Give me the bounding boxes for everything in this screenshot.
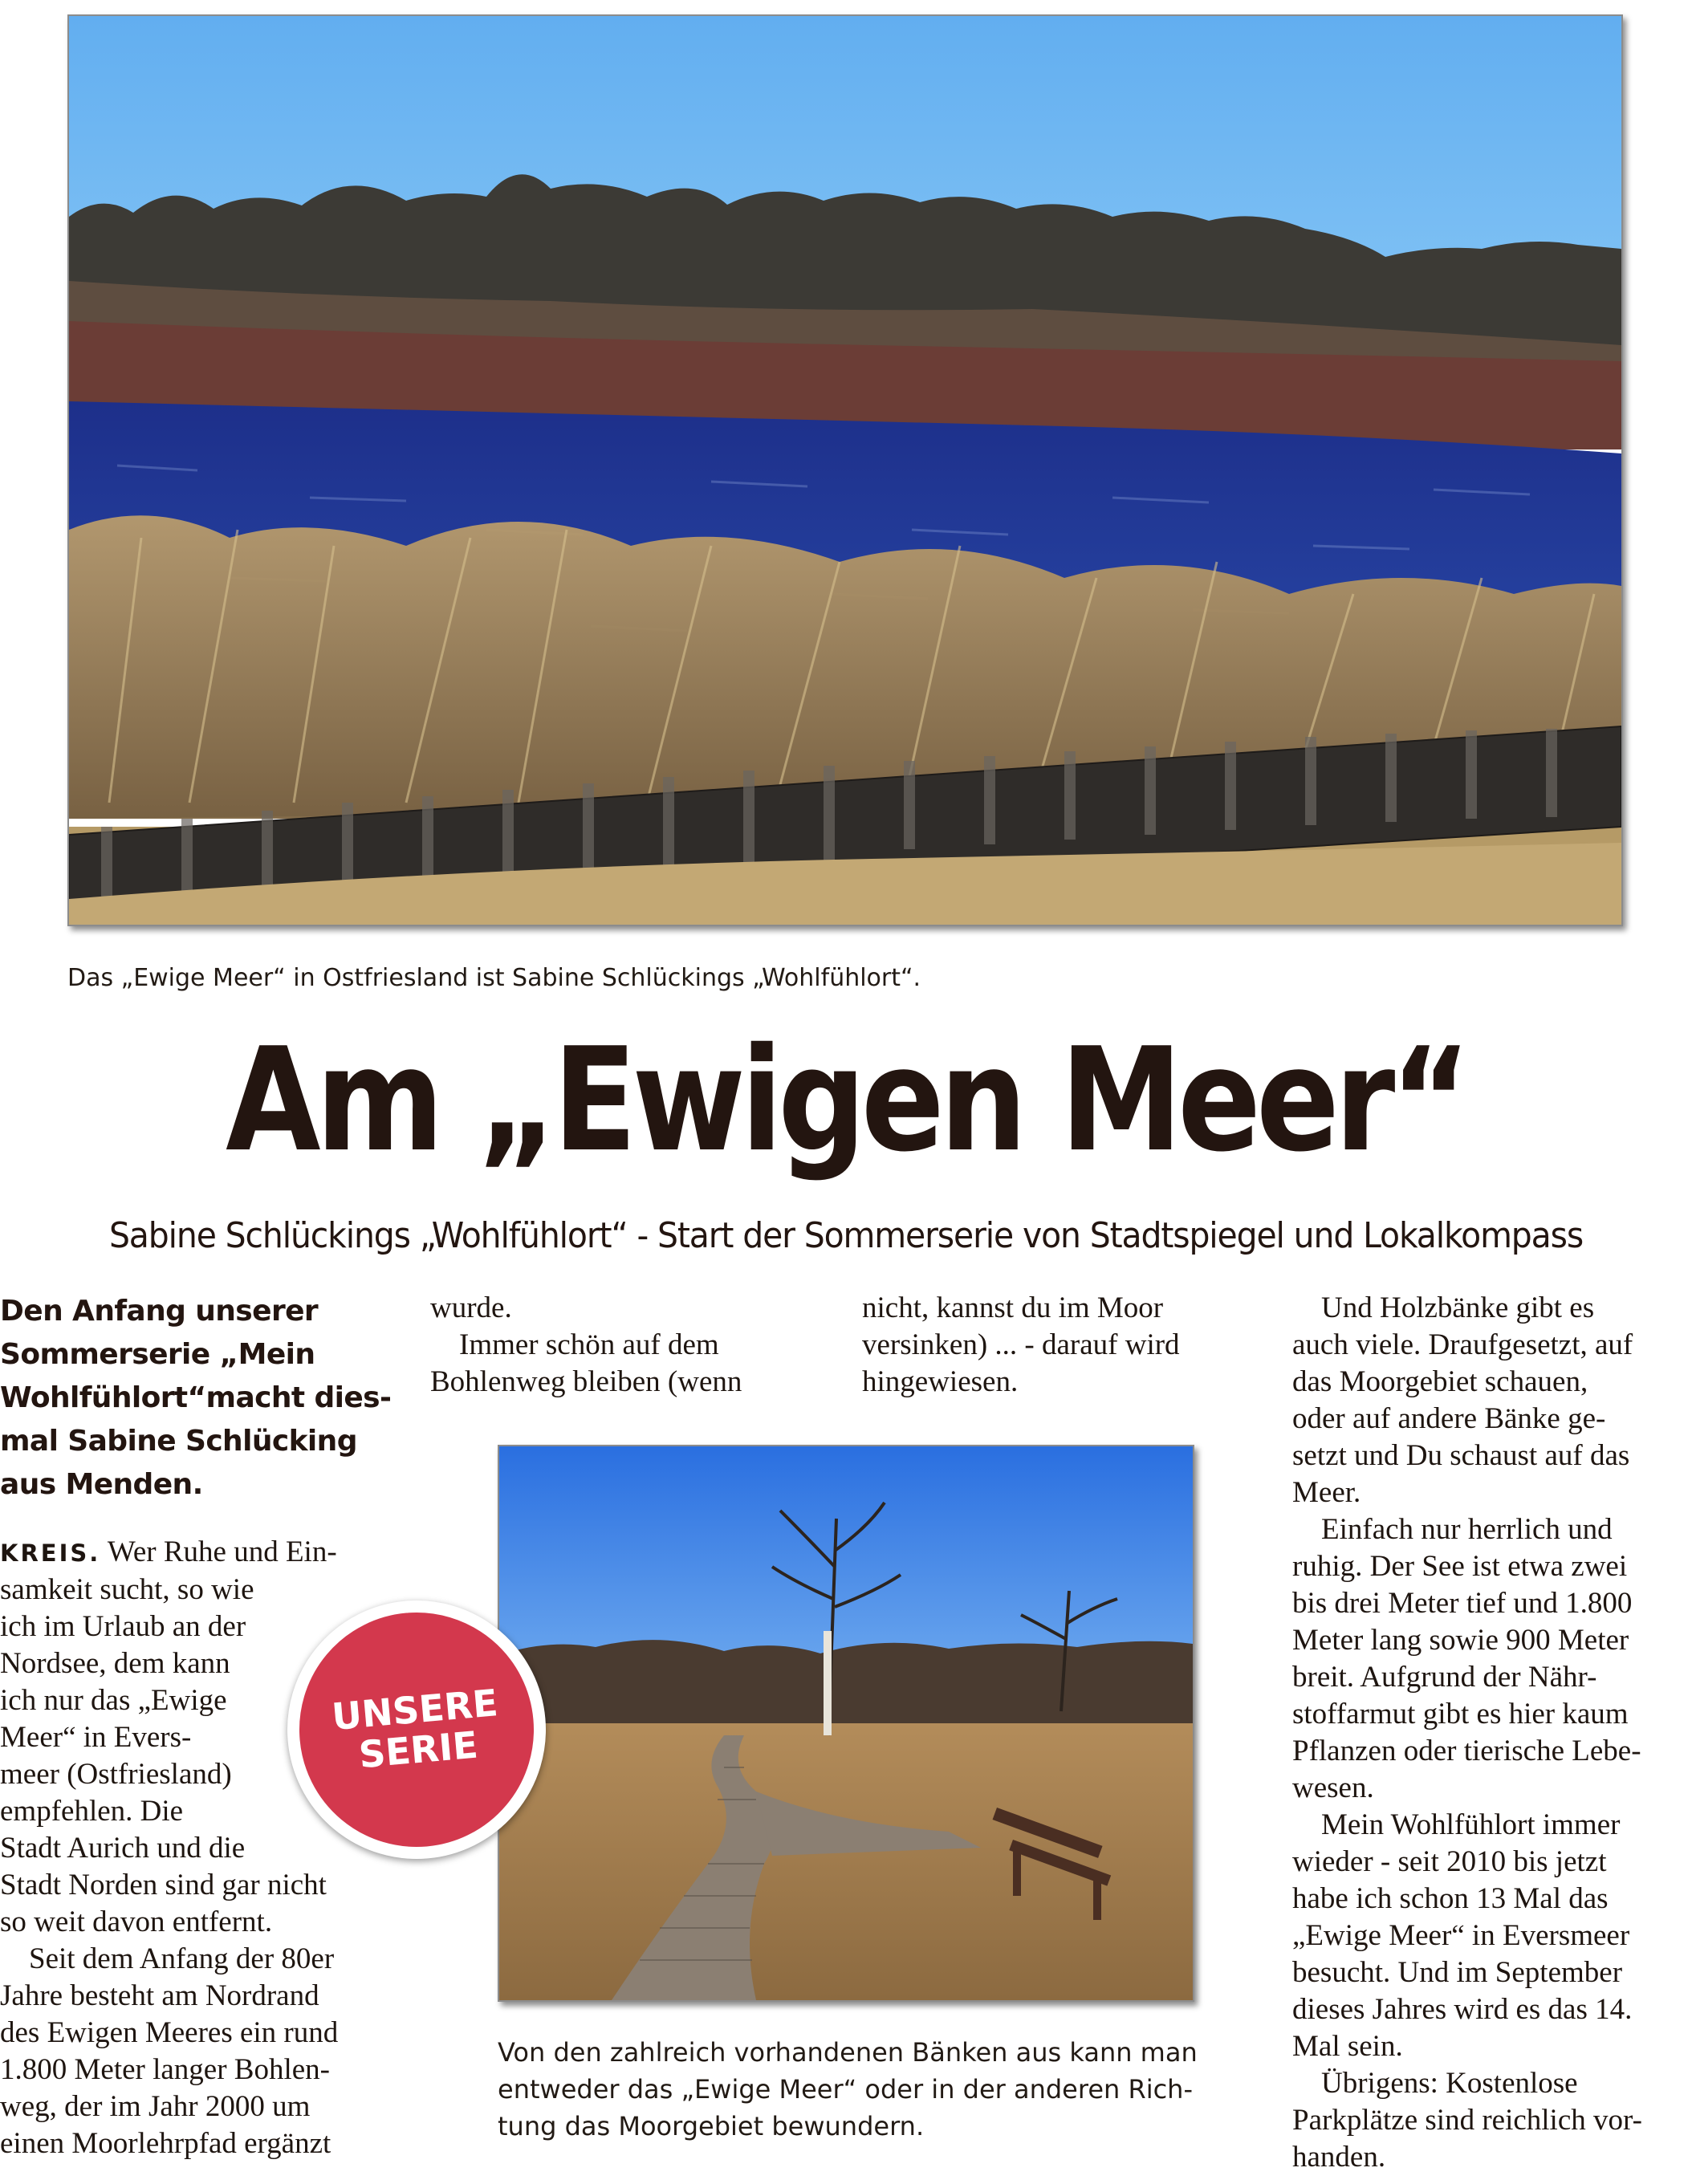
text-line: bis drei Meter tief und 1.800 (1292, 1587, 1633, 1620)
column-2 (430, 1290, 832, 1401)
text-line: das Moorgebiet schauen, (1292, 1365, 1588, 1398)
text-line: Nordsee, dem kann (0, 1647, 230, 1680)
text-line: auch viele. Draufgesetzt, auf (1292, 1328, 1633, 1361)
text-line: ich nur das „Ewige (0, 1684, 227, 1717)
text-line: dieses Jahres wird es das 14. (1292, 1993, 1633, 2026)
text-line: 1.800 Meter langer Bohlen- (0, 2053, 330, 2086)
boardwalk-photo (498, 1445, 1194, 2002)
text-line: oder auf andere Bänke ge- (1292, 1402, 1606, 1435)
top-photo-caption: Das „Ewige Meer“ in Ostfriesland ist Sabine Schlückings „Wohlfühlort“. (67, 964, 921, 992)
text-line: so weit davon entfernt. (0, 1905, 273, 1938)
text-line: wieder - seit 2010 bis jetzt (1292, 1845, 1607, 1878)
text-line: handen. (1292, 2141, 1386, 2174)
text-line: weg, der im Jahr 2000 um (0, 2090, 311, 2123)
body-text (0, 1534, 393, 2162)
lead-line: Wohlfühlort“macht dies- (0, 1381, 392, 1414)
caption-line: entweder das „Ewige Meer“ oder in der anderen Rich- (498, 2074, 1193, 2105)
text-line: Übrigens: Kostenlose (1321, 2067, 1578, 2100)
text-line: Meer“ in Evers- (0, 1721, 192, 1754)
text-line: Stadt Aurich und die (0, 1832, 246, 1865)
lead-line: Den Anfang unserer (0, 1295, 319, 1328)
text-line: Stadt Norden sind gar nicht (0, 1869, 327, 1901)
text-line: einen Moorlehrpfad ergänzt (0, 2127, 331, 2160)
text-line: ruhig. Der See ist etwa zwei (1292, 1550, 1628, 1583)
text-line: Bohlenweg bleiben (wenn (430, 1365, 742, 1398)
text-line: Meter lang sowie 900 Meter (1292, 1624, 1629, 1657)
text-line: versinken) ... - darauf wird (862, 1328, 1180, 1361)
caption-line: Von den zahlreich vorhandenen Bänken aus kann man (498, 2037, 1198, 2068)
text-line: Seit dem Anfang der 80er (29, 1942, 335, 1975)
text-line: Mein Wohlfühlort immer (1321, 1808, 1621, 1841)
text-line: wurde. (430, 1291, 512, 1324)
text-line: Mal sein. (1292, 2030, 1403, 2063)
lead-line: mal Sabine Schlücking (0, 1425, 357, 1458)
text-line: des Ewigen Meeres ein rund (0, 2016, 339, 2049)
badge-line: UNSERE (330, 1681, 500, 1739)
lead-line: aus Menden. (0, 1468, 203, 1501)
column-4 (1292, 1290, 1692, 2176)
text-line: wesen. (1292, 1771, 1374, 1804)
text-line: meer (Ostfriesland) (0, 1758, 232, 1791)
text-line: stoffarmut gibt es hier kaum (1292, 1698, 1629, 1731)
lake-photo (67, 14, 1623, 926)
caption-line: tung das Moorgebiet bewundern. (498, 2111, 925, 2141)
text-line: Pflanzen oder tierische Lebe- (1292, 1735, 1641, 1767)
badge-line: SERIE (356, 1722, 480, 1777)
text-line: Immer schön auf dem (459, 1328, 719, 1361)
text-line: Meer. (1292, 1476, 1361, 1509)
text-line: besucht. Und im September (1292, 1956, 1623, 1989)
text-line: samkeit sucht, so wie (0, 1573, 254, 1606)
text-line: „Ewige Meer“ in Eversmeer (1292, 1919, 1630, 1952)
text-line: Jahre besteht am Nordrand (0, 1979, 319, 2012)
text-line: ich im Urlaub an der (0, 1610, 246, 1643)
subheadline: Sabine Schlückings „Wohlfühlort“ - Start der Sommerserie von Stadtspiegel und Lokalkompass (108, 1215, 1584, 1256)
headline: Am „Ewigen Meer“ (226, 1017, 1466, 1183)
dateline: KREIS. (0, 1539, 101, 1567)
lead-paragraph (0, 1290, 393, 1507)
boardwalk-photo-caption (498, 2034, 1198, 2145)
text-line: Einfach nur herrlich und (1321, 1513, 1613, 1546)
text-line: nicht, kannst du im Moor (862, 1291, 1164, 1324)
text-line: empfehlen. Die (0, 1795, 184, 1828)
text-line: Wer Ruhe und Ein- (107, 1535, 337, 1568)
lead-line: Sommerserie „Mein (0, 1338, 315, 1371)
text-line: hingewiesen. (862, 1365, 1019, 1398)
text-line: Parkplätze sind reichlich vor- (1292, 2104, 1642, 2137)
column-3 (862, 1290, 1263, 1401)
text-line: Und Holzbänke gibt es (1321, 1291, 1595, 1324)
text-line: habe ich schon 13 Mal das (1292, 1882, 1609, 1915)
text-line: setzt und Du schaust auf das (1292, 1439, 1630, 1472)
text-line: breit. Aufgrund der Nähr- (1292, 1661, 1597, 1694)
